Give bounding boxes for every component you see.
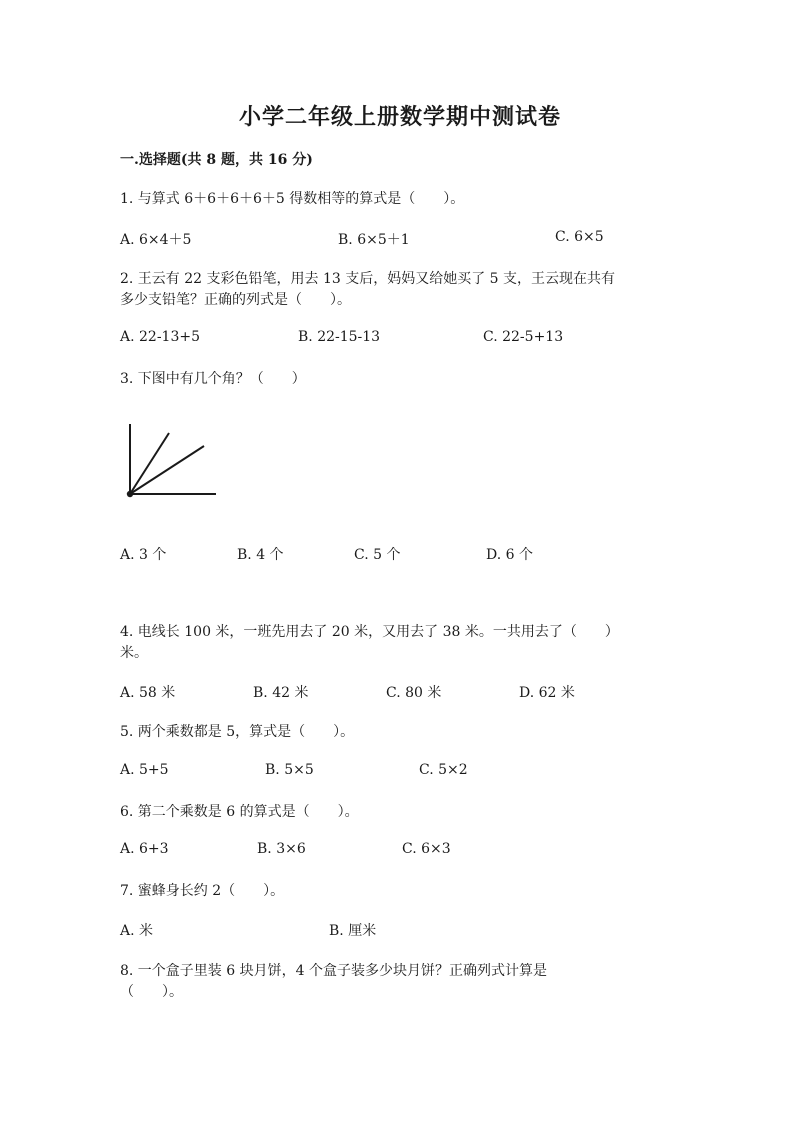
question-6: 6. 第二个乘数是 6 的算式是（ ）。 [120, 804, 359, 820]
question-2-line-1: 2. 王云有 22 支彩色铅笔，用去 13 支后，妈妈又给她买了 5 支，王云现在共有 [120, 271, 616, 287]
q1-option-a: A. 6×4＋5 [120, 232, 192, 248]
q3-option-d: D. 6 个 [486, 547, 533, 563]
q4-option-a: A. 58 米 [120, 685, 176, 701]
section-heading: 一.选择题(共 8 题，共 16 分) [120, 152, 313, 168]
q1-option-c: C. 6×5 [555, 229, 604, 245]
q1-option-b: B. 6×5＋1 [338, 232, 410, 248]
q6-option-a: A. 6+3 [120, 841, 169, 857]
q3-option-c: C. 5 个 [354, 547, 401, 563]
question-3: 3. 下图中有几个角？（ ） [120, 371, 306, 387]
q5-option-c: C. 5×2 [419, 762, 468, 778]
q2-option-b: B. 22-15-13 [298, 329, 381, 345]
question-8-line-1: 8. 一个盒子里装 6 块月饼，4 个盒子装多少块月饼？正确列式计算是 [120, 963, 547, 979]
q2-option-a: A. 22-13+5 [120, 329, 201, 345]
question-7: 7. 蜜蜂身长约 2（ ）。 [120, 883, 285, 899]
q4-option-c: C. 80 米 [386, 685, 442, 701]
question-5: 5. 两个乘数都是 5，算式是（ ）。 [120, 724, 355, 740]
q7-option-b: B. 厘米 [329, 923, 377, 939]
angle-figure [122, 424, 222, 509]
q6-option-b: B. 3×6 [257, 841, 306, 857]
q5-option-b: B. 5×5 [265, 762, 314, 778]
q7-option-a: A. 米 [120, 923, 154, 939]
question-4-line-1: 4. 电线长 100 米，一班先用去了 20 米，又用去了 38 米。一共用去了（ ） [120, 624, 619, 640]
q4-option-b: B. 42 米 [253, 685, 309, 701]
q4-option-d: D. 62 米 [519, 685, 575, 701]
q5-option-a: A. 5+5 [120, 762, 169, 778]
question-8-line-2: （ ）。 [120, 984, 183, 1000]
question-4-line-2: 米。 [120, 645, 148, 661]
q2-option-c: C. 22-5+13 [483, 329, 564, 345]
q6-option-c: C. 6×3 [402, 841, 451, 857]
question-1: 1. 与算式 6＋6＋6＋6＋5 得数相等的算式是（ ）。 [120, 191, 465, 207]
question-2-line-2: 多少支铅笔？正确的列式是（ ）。 [120, 292, 351, 308]
page-title: 小学二年级上册数学期中测试卷 [238, 104, 561, 130]
q3-option-b: B. 4 个 [237, 547, 284, 563]
q3-option-a: A. 3 个 [120, 547, 167, 563]
